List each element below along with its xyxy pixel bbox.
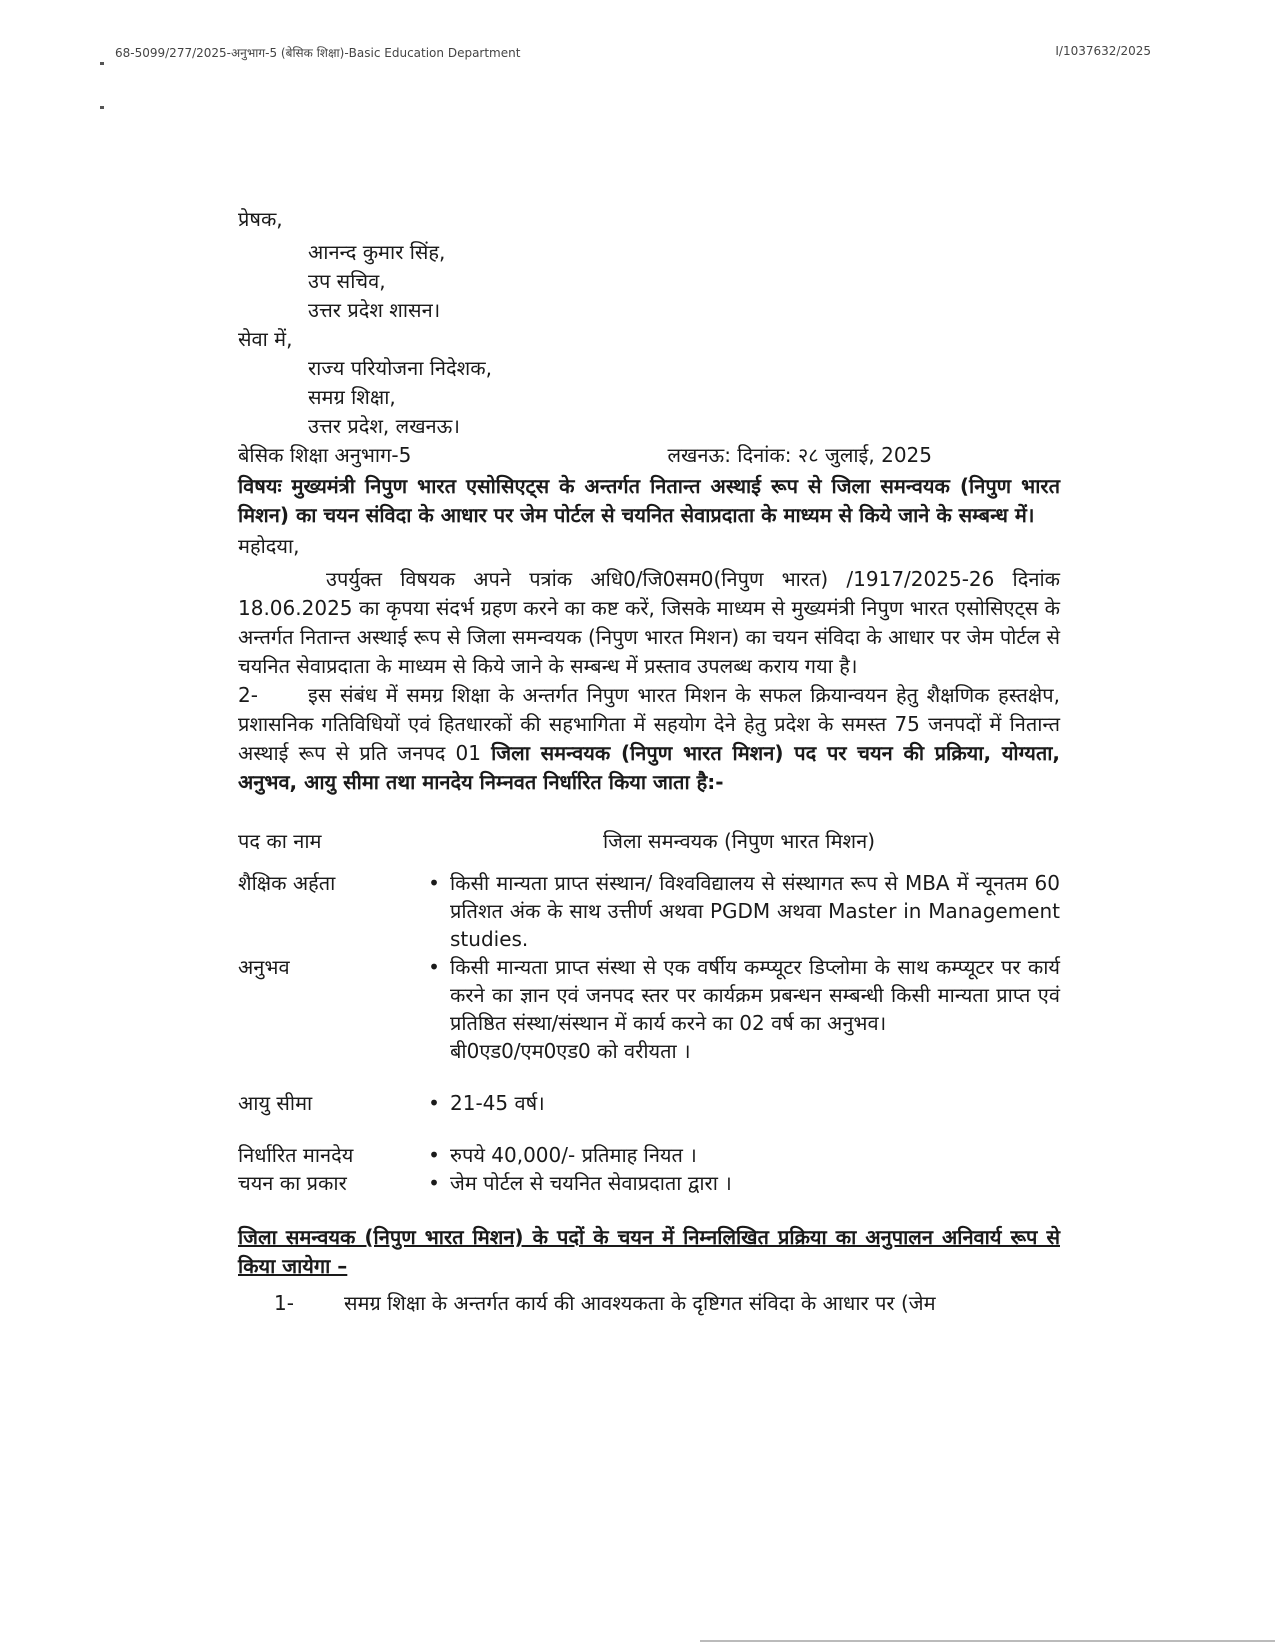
experience-value: किसी मान्यता प्राप्त संस्था से एक वर्षीय कम्प्यूटर डिप्लोमा के साथ कम्प्यूटर पर कार्य करने का ज्ञान एवं जनपद स्तर पर कार्यक्रम प्रबन्धन सम्बन्धी किसी मान्यता प्राप्त एवं प्रतिष्ठित संस्था/संस्थान में कार्य करने का 02 वर्ष का अनुभव। (450, 955, 1060, 1035)
procedure-heading: जिला समन्वयक (निपुण भारत मिशन) के पदों के चयन में निम्नलिखित प्रक्रिया का अनुपालन अनिवार्य रूप से किया जायेगा – (238, 1225, 1060, 1278)
paragraph-2 (238, 681, 1060, 797)
subject: विषयः मुख्यमंत्री निपुण भारत एसोसिएट्स के अन्तर्गत नितान्त अस्थाई रूप से जिला समन्वयक (निपुण भारत मिशन) का चयन संविदा के आधार पर जेम पोर्टल से चयनित सेवाप्रदाता के माध्यम से किये जाने के सम्बन्ध में। (238, 474, 1060, 527)
step-1-text: समग्र शिक्षा के अन्तर्गत कार्य की आवश्यकता के दृष्टिगत संविदा के आधार पर (जेम (344, 1291, 936, 1315)
paragraph-2-number: 2- (238, 683, 258, 707)
honorarium-value: रुपये 40,000/- प्रतिमाह नियत । (450, 1143, 697, 1167)
spec-row-qualification (238, 869, 1060, 953)
bullet: • (428, 1143, 440, 1167)
salutation: महोदया, (238, 534, 300, 558)
recipient-place: उत्तर प्रदेश, लखनऊ। (308, 414, 460, 438)
sender-office: उत्तर प्रदेश शासन। (308, 298, 441, 322)
recipient-label: सेवा में, (238, 327, 293, 351)
post-specification-table (238, 827, 1060, 1197)
spec-row-honorarium (238, 1141, 1060, 1169)
age-label: आयु सीमा (238, 1091, 313, 1115)
recipient-office: समग्र शिक्षा, (308, 385, 396, 409)
post-value: जिला समन्वयक (निपुण भारत मिशन) (602, 829, 876, 853)
letter-body (238, 205, 1060, 1318)
spec-row-selection (238, 1169, 1060, 1197)
selection-value: जेम पोर्टल से चयनित सेवाप्रदाता द्वारा । (450, 1171, 732, 1195)
scan-speck (100, 106, 104, 109)
qualification-value: किसी मान्यता प्राप्त संस्थान/ विश्वविद्यालय से संस्थागत रूप से MBA में न्यूनतम 60 प्रतिशत अंक के साथ उत्तीर्ण अथवा PGDM अथवा Master in Management studies. (450, 871, 1060, 951)
sender-designation: उप सचिव, (308, 269, 386, 293)
bullet: • (428, 1091, 440, 1115)
paragraph-1-text: उपर्युक्त विषयक अपने पत्रांक अधि0/जि0सम0(निपुण भारत) /1917/2025-26 दिनांक 18.06.2025 का कृपया संदर्भ ग्रहण करने का कष्ट करें, जिसके माध्यम से मुख्यमंत्री निपुण भारत एसोसिएट्स के अन्तर्गत नितान्त अस्थाई रूप से जिला समन्वयक (निपुण भारत मिशन) का चयन संविदा के आधार पर जेम पोर्टल से चयनित सेवाप्रदाता के माध्यम से किये जाने के सम्बन्ध में प्रस्ताव उपलब्ध कराय गया है। (238, 567, 1060, 678)
section-date-row (238, 441, 1060, 470)
file-reference: 68-5099/277/2025-अनुभाग-5 (बेसिक शिक्षा)-Basic Education Department (115, 46, 521, 60)
experience-preference: बी0एड0/एम0एड0 को वरीयता । (450, 1039, 691, 1063)
bullet: • (428, 1171, 440, 1195)
document-number: I/1037632/2025 (1055, 44, 1151, 58)
paragraph-1 (238, 565, 1060, 681)
section-name: बेसिक शिक्षा अनुभाग-5 (238, 443, 412, 467)
step-1-number: 1- (274, 1291, 294, 1315)
spec-row-age (238, 1089, 1060, 1117)
paragraph-2-bold-text: जिला समन्वयक (निपुण भारत मिशन) पद पर चयन की प्रक्रिया, योग्यता, अनुभव, आयु सीमा तथा मानदेय निम्नवत निर्धारित किया जाता है:- (238, 741, 1060, 794)
bullet: • (428, 871, 440, 895)
sender-name: आनन्द कुमार सिंह, (308, 240, 446, 264)
experience-label: अनुभव (238, 955, 290, 979)
post-label: पद का नाम (238, 829, 322, 853)
scan-edge-line (700, 1640, 1275, 1642)
paragraph-2-text: इस संबंध में समग्र शिक्षा के अन्तर्गत निपुण भारत मिशन के सफल क्रियान्वयन हेतु शैक्षणिक हस्तक्षेप, प्रशासनिक गतिविधियों एवं हितधारकों की सहभागिता में सहयोग देने हेतु प्रदेश के समस्त 75 जनपदों में नितान्त अस्थाई रूप से प्रति जनपद 01 (238, 683, 1060, 765)
qualification-label: शैक्षिक अर्हता (238, 871, 336, 895)
sender-label: प्रेषक, (238, 207, 283, 231)
procedure-step-1 (238, 1289, 1060, 1318)
bullet: • (428, 955, 440, 979)
scan-speck (100, 62, 104, 65)
letter-date: लखनऊ: दिनांक: २८ जुलाई, 2025 (667, 443, 932, 467)
spec-row-experience (238, 953, 1060, 1065)
selection-label: चयन का प्रकार (238, 1171, 347, 1195)
honorarium-label: निर्धारित मानदेय (238, 1143, 354, 1167)
recipient-designation: राज्य परियोजना निदेशक, (308, 356, 492, 380)
spec-row-post (238, 827, 1060, 855)
age-value: 21-45 वर्ष। (450, 1091, 545, 1115)
